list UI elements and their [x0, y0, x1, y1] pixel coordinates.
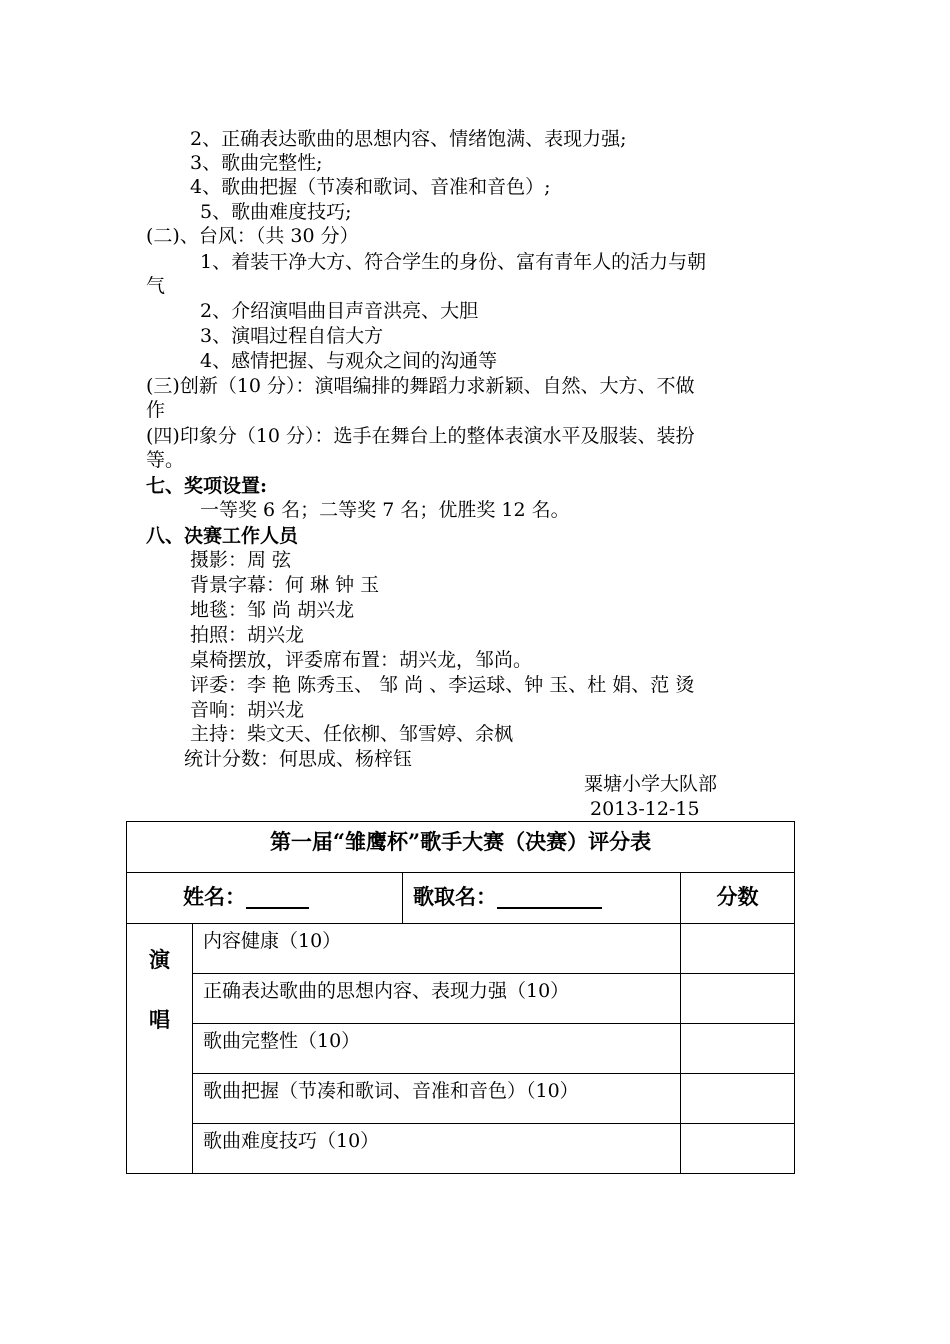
text-line: 地毯：邹 尚 胡兴龙	[190, 599, 355, 621]
criteria-text: 歌曲难度技巧（10）	[203, 1130, 380, 1152]
signature-org: 粟塘小学大队部	[584, 773, 718, 795]
text-line: 等。	[146, 449, 185, 471]
criteria-cell	[193, 1074, 681, 1124]
text-line: 主持：柴文天、任依柳、邹雪婷、余枫	[190, 723, 514, 745]
score-label: 分数	[716, 884, 759, 909]
section-char: 演	[149, 947, 170, 972]
criteria-cell	[193, 924, 681, 974]
text-line: 3、歌曲完整性;	[190, 152, 323, 174]
text-line: 统计分数：何思成、杨梓钰	[184, 748, 413, 770]
section-heading: (四)印象分（10 分）：选手在舞台上的整体表演水平及服装、装扮	[146, 425, 695, 447]
text-line: 评委：李 艳 陈秀玉、 邹 尚 、李运球、钟 玉、杜 娟、范 烫	[190, 674, 695, 696]
section-heading: (二)、台风：（共 30 分）	[146, 225, 359, 247]
text-line: 作	[146, 399, 166, 421]
score-header-cell	[681, 873, 795, 924]
song-cell	[403, 873, 681, 924]
score-cell	[681, 1024, 795, 1074]
text-line: 一等奖 6 名；二等奖 7 名；优胜奖 12 名。	[200, 499, 570, 521]
table-title-cell	[127, 822, 795, 873]
criteria-text: 内容健康（10）	[203, 930, 342, 952]
signature-date: 2013-12-15	[590, 798, 700, 820]
criteria-text: 歌曲完整性（10）	[203, 1030, 361, 1052]
criteria-text: 歌曲把握（节凑和歌词、音准和音色）（10）	[203, 1080, 579, 1102]
section-heading: 七、奖项设置:	[146, 475, 268, 497]
name-label: 姓名：______	[183, 884, 309, 909]
text-line: 2、介绍演唱曲目声音洪亮、大胆	[200, 300, 479, 322]
text-line: 2、正确表达歌曲的思想内容、情绪饱满、表现力强;	[190, 128, 627, 150]
score-cell	[681, 974, 795, 1024]
criteria-cell	[193, 1024, 681, 1074]
section-char: 唱	[149, 1007, 170, 1032]
name-cell	[127, 873, 403, 924]
text-line: 4、歌曲把握（节凑和歌词、音准和音色）;	[190, 176, 551, 198]
text-line: 摄影：周 弦	[190, 549, 292, 571]
text-line: 4、感情把握、与观众之间的沟通等	[200, 350, 498, 372]
criteria-cell	[193, 1124, 681, 1174]
section-label-cell	[127, 924, 193, 1174]
criteria-text: 正确表达歌曲的思想内容、表现力强（10）	[203, 980, 570, 1002]
text-line: 桌椅摆放，评委席布置：胡兴龙，邹尚。	[190, 649, 533, 671]
section-heading: 八、决赛工作人员	[146, 525, 299, 547]
text-line: 气	[146, 275, 166, 297]
table-title: 第一届“雏鹰杯”歌手大赛（决赛）评分表	[269, 829, 652, 854]
text-line: 1、着装干净大方、符合学生的身份、富有青年人的活力与朝	[200, 251, 707, 273]
criteria-cell	[193, 974, 681, 1024]
text-line: 背景字幕：何 琳 钟 玉	[190, 574, 380, 596]
score-cell	[681, 924, 795, 974]
text-line: 拍照：胡兴龙	[190, 624, 305, 646]
text-line: 音响：胡兴龙	[190, 699, 305, 721]
section-heading: (三)创新（10 分）：演唱编排的舞蹈力求新颖、自然、大方、不做	[146, 375, 695, 397]
score-cell	[681, 1124, 795, 1174]
song-label: 歌取名：__________	[413, 884, 602, 909]
score-table	[126, 821, 795, 1174]
text-line: 5、歌曲难度技巧;	[200, 201, 352, 223]
score-cell	[681, 1074, 795, 1124]
text-line: 3、演唱过程自信大方	[200, 325, 384, 347]
